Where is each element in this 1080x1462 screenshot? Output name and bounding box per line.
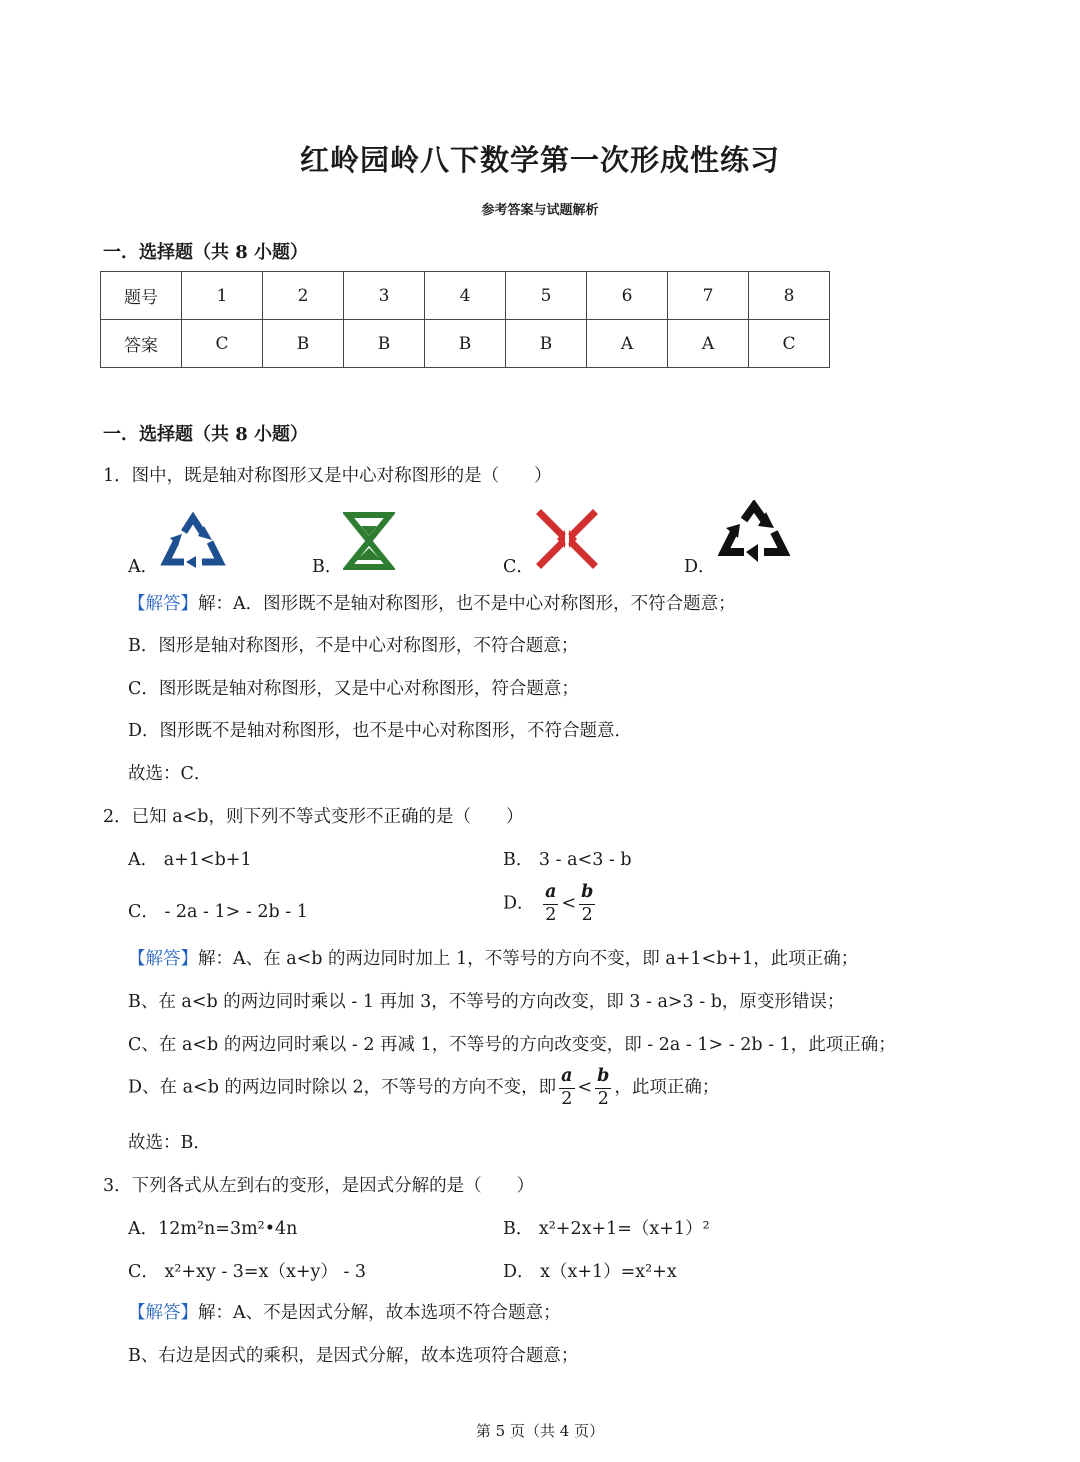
- less-than: <: [561, 893, 577, 914]
- table-cell: 1: [182, 272, 263, 320]
- solution-choice: 故选：C．: [128, 764, 212, 784]
- option-d: [503, 884, 598, 924]
- option-a: A．12m²n=3m²•4n: [128, 1219, 298, 1239]
- fraction-numerator: b: [579, 884, 595, 905]
- option-d-label: D．: [503, 893, 535, 914]
- page-title: 红岭园岭八下数学第一次形成性练习: [299, 143, 780, 177]
- fraction-numerator: b: [595, 1068, 611, 1089]
- solution-choice: 故选：B．: [128, 1133, 211, 1153]
- solution-line: D．图形既不是轴对称图形，也不是中心对称图形，不符合题意．: [128, 721, 633, 741]
- section-heading: 一．选择题（共 8 小题）: [103, 242, 309, 263]
- solution-line: [128, 1068, 719, 1108]
- solution-line: [128, 1299, 561, 1324]
- hourglass-icon: [343, 510, 395, 572]
- table-cell: C: [182, 320, 263, 368]
- option-a-label: A．: [128, 557, 159, 577]
- table-cell: 2: [263, 272, 344, 320]
- table-cell: 答案: [101, 320, 182, 368]
- question-2-stem: 2．已知 a<b，则下列不等式变形不正确的是（ ）: [103, 807, 524, 827]
- solution-line: B、右边是因式的乘积，是因式分解，故本选项符合题意；: [128, 1346, 579, 1366]
- question-3-stem: 3．下列各式从左到右的变形，是因式分解的是（ ）: [103, 1176, 535, 1196]
- solution-line: B．图形是轴对称图形，不是中心对称图形，不符合题意；: [128, 636, 579, 656]
- solution-text: 解：A、在 a<b 的两边同时加上 1，不等号的方向不变，即 a+1<b+1，此项正确；: [198, 949, 859, 969]
- option-c: C． - 2a - 1> - 2b - 1: [128, 902, 308, 922]
- option-c-label: C．: [503, 557, 534, 577]
- fraction-denominator: 2: [545, 904, 557, 925]
- solution-line: C．图形既是轴对称图形，又是中心对称图形，符合题意；: [128, 679, 579, 699]
- section-heading: 一．选择题（共 8 小题）: [103, 424, 309, 445]
- table-row: [101, 272, 830, 320]
- solution-text: 解：A．图形既不是轴对称图形，也不是中心对称图形，不符合题意；: [198, 594, 736, 614]
- table-cell: 4: [425, 272, 506, 320]
- fraction: [595, 1068, 611, 1108]
- solution-line: [128, 590, 736, 615]
- option-b: B． 3 - a<3 - b: [503, 850, 632, 870]
- table-cell: B: [506, 320, 587, 368]
- table-cell: A: [587, 320, 668, 368]
- solution-line: B、在 a<b 的两边同时乘以 - 1 再加 3，不等号的方向改变，即 3 - a>3 - b，原变形错误；: [128, 992, 845, 1012]
- answer-tag: 【解答】: [128, 594, 198, 614]
- less-than: <: [577, 1077, 593, 1098]
- table-cell: 8: [749, 272, 830, 320]
- solution-text: D、在 a<b 的两边同时除以 2，不等号的方向不变，即: [128, 1077, 557, 1098]
- table-cell: B: [344, 320, 425, 368]
- fraction-denominator: 2: [581, 904, 593, 925]
- table-cell: C: [749, 320, 830, 368]
- option-d: D． x（x+1）=x²+x: [503, 1262, 677, 1282]
- recycle-arrows-icon: [718, 500, 790, 566]
- question-1-stem: 1．图中，既是轴对称图形又是中心对称图形的是（ ）: [103, 466, 552, 486]
- solution-line: [128, 945, 858, 970]
- fraction-denominator: 2: [597, 1088, 609, 1109]
- table-cell: B: [425, 320, 506, 368]
- cross-arrows-icon: [535, 508, 599, 570]
- answer-tag: 【解答】: [128, 1303, 198, 1323]
- fraction: [579, 884, 595, 924]
- answer-table: [100, 271, 830, 368]
- table-cell: 5: [506, 272, 587, 320]
- table-cell: 题号: [101, 272, 182, 320]
- solution-text: ，此项正确；: [614, 1077, 720, 1098]
- option-c: C． x²+xy - 3=x（x+y） - 3: [128, 1262, 367, 1282]
- table-cell: 3: [344, 272, 425, 320]
- page-footer: 第 5 页（共 4 页）: [475, 1422, 605, 1440]
- fraction-numerator: a: [543, 884, 558, 905]
- option-b: B． x²+2x+1=（x+1）²: [503, 1219, 710, 1239]
- solution-text: 解：A、不是因式分解，故本选项不符合题意；: [198, 1303, 561, 1323]
- option-a: A． a+1<b+1: [128, 850, 252, 870]
- recycle-triangle-icon: [160, 512, 226, 570]
- table-row: [101, 320, 830, 368]
- table-cell: 6: [587, 272, 668, 320]
- answer-tag: 【解答】: [128, 949, 198, 969]
- fraction: [559, 1068, 574, 1108]
- fraction-denominator: 2: [561, 1088, 573, 1109]
- fraction-numerator: a: [559, 1068, 574, 1089]
- table-cell: 7: [668, 272, 749, 320]
- fraction: [543, 884, 558, 924]
- option-d-label: D．: [684, 557, 716, 577]
- table-cell: B: [263, 320, 344, 368]
- page-subtitle: 参考答案与试题解析: [481, 203, 599, 218]
- option-b-label: B．: [312, 557, 343, 577]
- table-cell: A: [668, 320, 749, 368]
- solution-line: C、在 a<b 的两边同时乘以 - 2 再减 1，不等号的方向改变变，即 - 2a - 1> - 2b - 1，此项正确；: [128, 1035, 896, 1055]
